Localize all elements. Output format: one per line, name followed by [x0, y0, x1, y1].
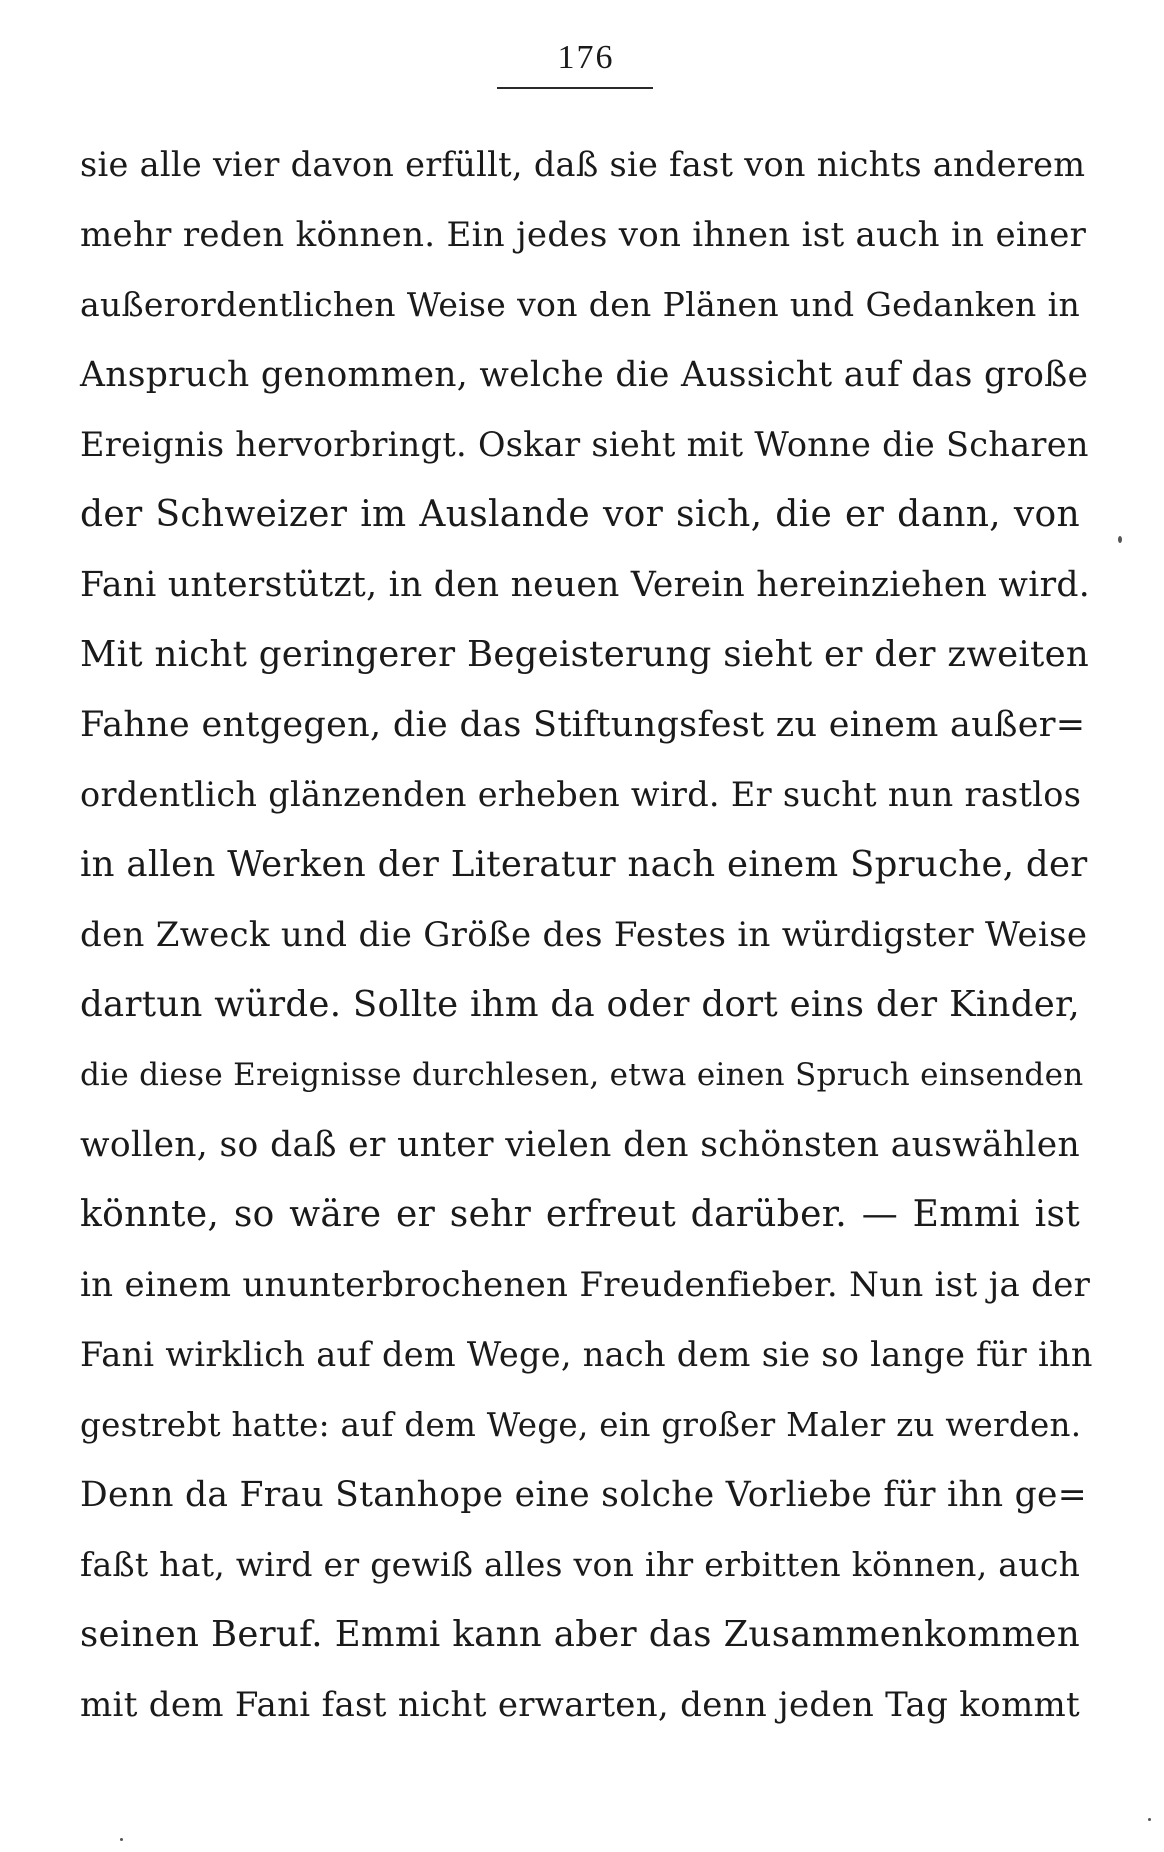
text-line: könnte, so wäre er sehr erfreut darüber. — Emmi ist — [80, 1194, 1080, 1235]
text-line: Fani unterstützt, in den neuen Verein hereinziehen wird. — [80, 565, 1091, 605]
text-line: die diese Ereignisse durchlesen, etwa einen Spruch einsenden — [80, 1057, 1084, 1093]
text-line: seinen Beruf. Emmi kann aber das Zusammenkommen — [80, 1614, 1080, 1655]
text-line: wollen, so daß er unter vielen den schönsten auswählen — [80, 1125, 1080, 1165]
text-line: in einem ununterbrochenen Freudenfieber. Nun ist ja der — [80, 1265, 1091, 1305]
text-line: mit dem Fani fast nicht erwarten, denn jeden Tag kommt — [80, 1685, 1080, 1725]
page-header — [0, 38, 1164, 78]
text-line: den Zweck und die Größe des Festes in würdigster Weise — [80, 915, 1088, 955]
text-line: mehr reden können. Ein jedes von ihnen ist auch in einer — [80, 215, 1087, 255]
text-line: Fahne entgegen, die das Stiftungsfest zu einem außer= — [80, 705, 1086, 745]
text-line: Fani wirklich auf dem Wege, nach dem sie so lange für ihn — [80, 1335, 1093, 1374]
text-line: in allen Werken der Literatur nach einem Spruche, der — [80, 844, 1088, 885]
text-line: Denn da Frau Stanhope eine solche Vorliebe für ihn ge= — [80, 1475, 1087, 1515]
text-line: faßt hat, wird er gewiß alles von ihr erbitten können, auch — [80, 1545, 1081, 1584]
text-line: Mit nicht geringerer Begeisterung sieht er der zweiten — [80, 634, 1090, 675]
text-line: gestrebt hatte: auf dem Wege, ein großer Maler zu werden. — [80, 1406, 1082, 1444]
text-line: der Schweizer im Auslande vor sich, die er dann, von — [80, 494, 1080, 535]
page-number: 176 — [557, 39, 615, 76]
header-rule — [497, 87, 653, 89]
body-text — [80, 130, 1093, 1740]
paper-speck — [120, 1838, 123, 1841]
paper-speck — [1118, 536, 1122, 543]
text-line: ordentlich glänzenden erheben wird. Er sucht nun rastlos — [80, 775, 1082, 814]
text-line: Anspruch genommen, welche die Aussicht auf das große — [80, 355, 1089, 395]
text-line: sie alle vier davon erfüllt, daß sie fast von nichts anderem — [80, 145, 1086, 184]
text-line: dartun würde. Sollte ihm da oder dort eins der Kinder, — [80, 984, 1080, 1025]
text-line: außerordentlichen Weise von den Plänen und Gedanken in — [80, 285, 1080, 324]
paper-speck — [1148, 1818, 1151, 1821]
text-line: Ereignis hervorbringt. Oskar sieht mit Wonne die Scharen — [80, 425, 1089, 464]
